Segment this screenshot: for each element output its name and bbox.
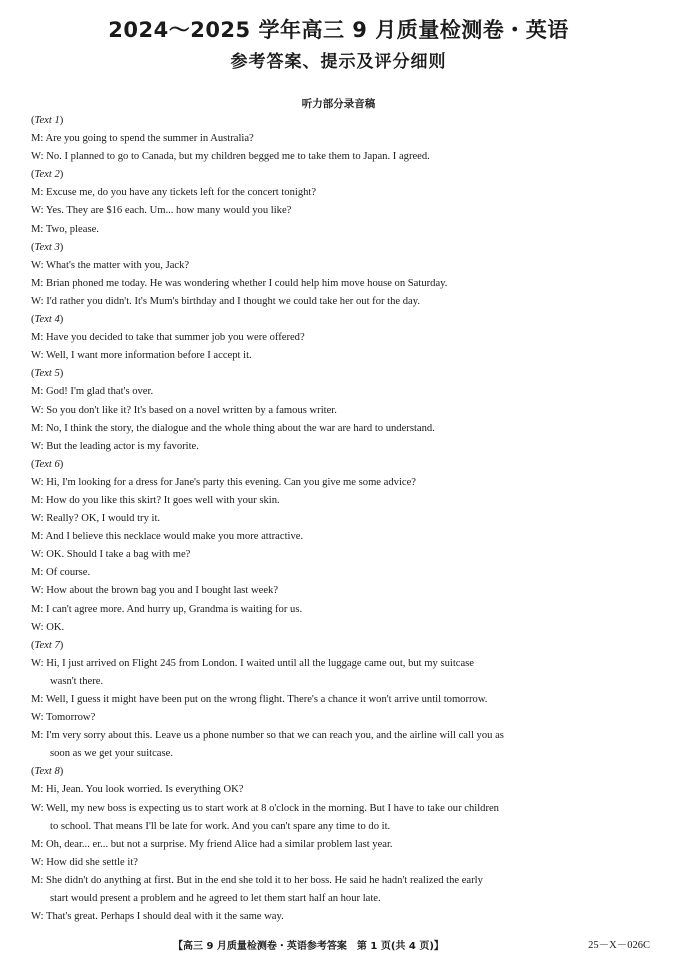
text-label: (Text 5) — [31, 368, 64, 380]
text-label: (Text 1) — [31, 115, 64, 126]
text-label: (Text 6) — [31, 458, 64, 470]
dialogue-text: God! I'm glad that's over. — [46, 386, 154, 398]
speaker-label: W — [31, 585, 41, 597]
dialogue-line: W: I'd rather you didn't. It's Mum's birthday and I thought we could take her out for the day. — [31, 295, 421, 307]
dialogue-text: Have you decided to take that summer job you were offered? — [46, 332, 305, 344]
dialogue-line: W: Yes. They are $16 each. Um... how many would you like? — [31, 205, 292, 217]
dialogue-line: M: God! I'm glad that's over. — [31, 386, 154, 398]
page-footer — [0, 937, 677, 953]
speaker-label: W — [31, 513, 41, 525]
dialogue-line: M: Brian phoned me today. He was wondering whether I could help him move house on Saturday. — [31, 277, 448, 289]
listening-transcript — [31, 112, 653, 926]
dialogue-text: How about the brown bag you and I bought last week? — [46, 585, 279, 597]
dialogue-line: W: OK. Should I take a bag with me? — [31, 549, 191, 561]
page-title: 2024～2025 学年高三 9 月质量检测卷・英语 — [108, 18, 569, 42]
speaker-label: W — [31, 295, 41, 307]
dialogue-line: W: OK. — [31, 621, 65, 633]
dialogue-line: M: Have you decided to take that summer job you were offered? — [31, 332, 305, 344]
dialogue-line: M: Of course. — [31, 567, 91, 579]
dialogue-line: W: No. I planned to go to Canada, but my children begged me to take them to Japan. I agreed. — [31, 151, 430, 163]
dialogue-text: How did she settle it? — [46, 856, 138, 868]
dialogue-text: OK. — [46, 621, 65, 633]
speaker-label: M — [31, 386, 41, 398]
footer-page-info: 【高三 9 月质量检测卷・英语参考答案 第 1 页(共 4 页)】 — [173, 941, 444, 952]
text-label: (Text 7) — [31, 639, 64, 651]
dialogue-line: M: I'm very sorry about this. Leave us a phone number so that we can reach you, and the airline will call you as — [31, 730, 504, 742]
speaker-label: W — [31, 350, 41, 362]
dialogue-text: No. I planned to go to Canada, but my children begged me to take them to Japan. I agreed. — [46, 151, 430, 163]
dialogue-text: Well, I guess it might have been put on the wrong flight. There's a chance it won't arrive until tomorrow. — [45, 694, 488, 705]
speaker-label: W — [31, 657, 41, 669]
dialogue-line-continuation: to school. That means I'll be late for work. And you can't spare any time to do it. — [50, 820, 391, 832]
dialogue-text: So you don't like it? It's based on a novel written by a famous writer. — [46, 404, 337, 416]
dialogue-text: I can't agree more. And hurry up, Grandma is waiting for us. — [46, 603, 303, 615]
dialogue-text: How do you like this skirt? It goes well with your skin. — [46, 494, 280, 506]
text-label: (Text 2) — [31, 169, 64, 181]
dialogue-line-continuation: wasn't there. — [50, 675, 104, 687]
dialogue-line: M: Well, I guess it might have been put on the wrong flight. There's a chance it won't arrive until tomorrow. — [31, 694, 488, 705]
dialogue-line: W: So you don't like it? It's based on a novel written by a famous writer. — [31, 404, 337, 416]
speaker-label: M — [31, 133, 41, 145]
speaker-label: W — [31, 911, 41, 923]
speaker-label: W — [31, 205, 41, 217]
speaker-label: M — [31, 223, 41, 235]
dialogue-line-continuation: start would present a problem and he agreed to let them start half an hour late. — [50, 893, 381, 905]
speaker-label: W — [31, 549, 41, 561]
dialogue-line: M: Hi, Jean. You look worried. Is everything OK? — [31, 784, 244, 796]
dialogue-line: W: Hi, I just arrived on Flight 245 from London. I waited until all the luggage came out, but my suitcase — [31, 657, 474, 669]
section-title: 听力部分录音稿 — [301, 98, 376, 110]
dialogue-line: W: How about the brown bag you and I bought last week? — [31, 585, 279, 597]
speaker-label: M — [31, 422, 41, 434]
speaker-label: M — [31, 838, 41, 850]
dialogue-line: W: Well, I want more information before I accept it. — [31, 350, 252, 362]
dialogue-line: M: How do you like this skirt? It goes well with your skin. — [31, 494, 280, 506]
speaker-label: M — [31, 187, 41, 199]
text-label: (Text 3) — [31, 241, 64, 253]
speaker-label: M — [31, 603, 41, 615]
dialogue-line: W: That's great. Perhaps I should deal with it the same way. — [31, 911, 284, 923]
dialogue-line: M: Excuse me, do you have any tickets left for the concert tonight? — [31, 187, 317, 199]
dialogue-text: What's the matter with you, Jack? — [46, 259, 190, 271]
dialogue-text: That's great. Perhaps I should deal with it the same way. — [46, 911, 284, 923]
dialogue-line: M: She didn't do anything at first. But in the end she told it to her boss. He said he hadn't realized the early — [31, 874, 483, 886]
dialogue-text: Hi, Jean. You look worried. Is everything OK? — [46, 784, 244, 796]
speaker-label: W — [31, 621, 41, 633]
dialogue-line: M: Two, please. — [31, 223, 99, 235]
dialogue-text: Tomorrow? — [46, 712, 96, 724]
speaker-label: M — [31, 531, 41, 543]
speaker-label: W — [31, 151, 41, 163]
dialogue-line: M: Are you going to spend the summer in Australia? — [31, 133, 254, 145]
dialogue-text: And I believe this necklace would make you more attractive. — [45, 531, 304, 543]
dialogue-text: Really? OK, I would try it. — [46, 513, 161, 525]
dialogue-text: But the leading actor is my favorite. — [46, 440, 199, 452]
dialogue-line: M: And I believe this necklace would make you more attractive. — [31, 531, 304, 543]
speaker-label: W — [31, 440, 41, 452]
dialogue-line: W: Well, my new boss is expecting us to start work at 8 o'clock in the morning. But I have to take our children — [31, 802, 499, 814]
dialogue-line: W: How did she settle it? — [31, 856, 138, 868]
speaker-label: W — [31, 404, 41, 416]
dialogue-line: M: I can't agree more. And hurry up, Grandma is waiting for us. — [31, 603, 303, 615]
dialogue-line: W: Really? OK, I would try it. — [31, 513, 161, 525]
dialogue-text: Well, I want more information before I accept it. — [46, 350, 252, 362]
dialogue-text: Hi, I just arrived on Flight 245 from London. I waited until all the luggage came out, but my suitcase — [46, 657, 474, 669]
dialogue-text: Two, please. — [45, 223, 99, 235]
dialogue-text: I'd rather you didn't. It's Mum's birthday and I thought we could take her out for the day. — [46, 295, 421, 307]
speaker-label: M — [31, 277, 41, 289]
speaker-label: W — [31, 712, 41, 724]
dialogue-text: OK. Should I take a bag with me? — [46, 549, 191, 561]
dialogue-line: M: Oh, dear... er... but not a surprise. My friend Alice had a similar problem last year. — [31, 838, 393, 850]
dialogue-text: Excuse me, do you have any tickets left for the concert tonight? — [46, 187, 317, 199]
dialogue-line: W: But the leading actor is my favorite. — [31, 440, 199, 452]
speaker-label: W — [31, 802, 41, 814]
text-label: (Text 4) — [31, 314, 64, 326]
dialogue-text: She didn't do anything at first. But in the end she told it to her boss. He said he hadn't realized the early — [46, 874, 483, 886]
dialogue-line-continuation: soon as we get your suitcase. — [50, 748, 173, 760]
dialogue-line: W: What's the matter with you, Jack? — [31, 259, 190, 271]
dialogue-text: Hi, I'm looking for a dress for Jane's party this evening. Can you give me some advice? — [46, 476, 417, 488]
dialogue-text: Brian phoned me today. He was wondering whether I could help him move house on Saturday. — [46, 277, 448, 289]
speaker-label: M — [31, 874, 41, 886]
dialogue-line: W: Hi, I'm looking for a dress for Jane's party this evening. Can you give me some advice? — [31, 476, 417, 488]
dialogue-text: I'm very sorry about this. Leave us a phone number so that we can reach you, and the airline will call you as — [46, 730, 504, 742]
dialogue-text: Of course. — [46, 567, 91, 579]
speaker-label: W — [31, 259, 41, 271]
dialogue-text: No, I think the story, the dialogue and the whole thing about the war are hard to understand. — [46, 422, 435, 434]
dialogue-text: Oh, dear... er... but not a surprise. My friend Alice had a similar problem last year. — [46, 838, 393, 850]
speaker-label: W — [31, 476, 41, 488]
speaker-label: M — [31, 332, 41, 344]
dialogue-line: W: Tomorrow? — [31, 712, 96, 724]
dialogue-text: Yes. They are $16 each. Um... how many would you like? — [45, 205, 292, 217]
speaker-label: M — [31, 730, 41, 742]
dialogue-text: Are you going to spend the summer in Australia? — [45, 133, 254, 145]
speaker-label: M — [31, 784, 41, 796]
dialogue-line: M: No, I think the story, the dialogue and the whole thing about the war are hard to understand. — [31, 422, 435, 434]
speaker-label: W — [31, 856, 41, 868]
speaker-label: M — [31, 694, 41, 705]
speaker-label: M — [31, 567, 41, 579]
footer-exam-code: 25－X－026C — [588, 940, 650, 951]
text-label: (Text 8) — [31, 766, 64, 778]
page-subtitle: 参考答案、提示及评分细则 — [230, 52, 447, 72]
dialogue-text: Well, my new boss is expecting us to start work at 8 o'clock in the morning. But I have to take our children — [46, 802, 499, 814]
speaker-label: M — [31, 494, 41, 506]
